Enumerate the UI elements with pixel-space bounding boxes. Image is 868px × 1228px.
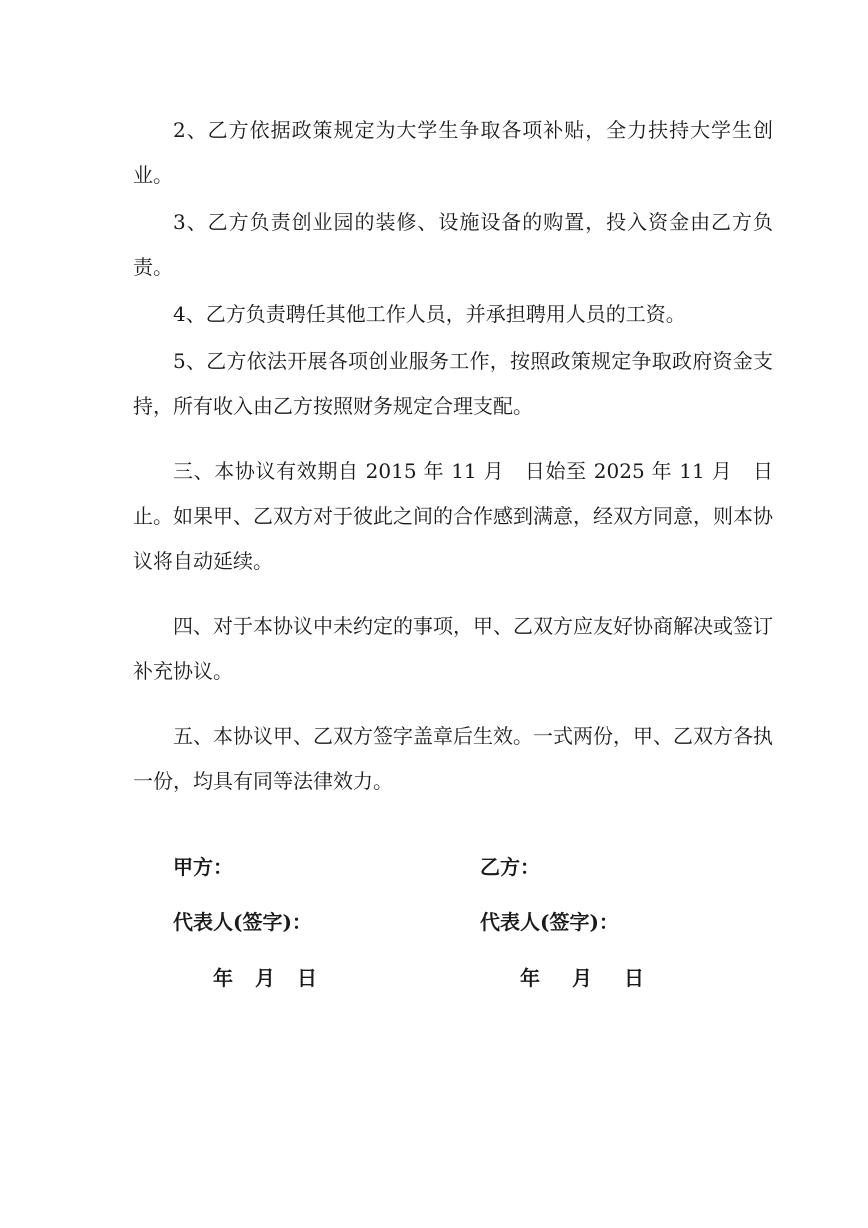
party-b-day: 日 — [624, 966, 644, 990]
party-a-day: 日 — [297, 966, 317, 990]
clause-2: 2、乙方依据政策规定为大学生争取各项补贴，全力扶持大学生创业。 — [133, 118, 773, 187]
party-a-date — [213, 964, 317, 992]
section-3-validity: 三、本协议有效期自 2015 年 11 月 日始至 2025 年 11 月 日止。如果甲、乙双方对于彼此之间的合作感到满意，经双方同意，则本协议将自动延续。 — [133, 459, 773, 573]
party-b-date — [520, 964, 644, 992]
party-b-year: 年 — [520, 966, 540, 990]
party-a-month: 月 — [255, 966, 275, 990]
clause-4: 4、乙方负责聘任其他工作人员，并承担聘用人员的工资。 — [173, 302, 686, 326]
party-b-label: 乙方： — [480, 855, 540, 879]
clause-5: 5、乙方依法开展各项创业服务工作，按照政策规定争取政府资金支持，所有收入由乙方按照财务规定合理支配。 — [133, 349, 773, 418]
party-b-representative: 代表人(签字)： — [480, 910, 619, 934]
section-5-effectiveness: 五、本协议甲、乙双方签字盖章后生效。一式两份，甲、乙双方各执一份，均具有同等法律效力。 — [133, 724, 773, 793]
party-b-month: 月 — [572, 966, 592, 990]
clause-3: 3、乙方负责创业园的装修、设施设备的购置，投入资金由乙方负责。 — [133, 210, 773, 279]
section-4-unagreed-matters: 四、对于本协议中未约定的事项，甲、乙双方应友好协商解决或签订补充协议。 — [133, 614, 773, 683]
party-a-representative: 代表人(签字)： — [173, 910, 312, 934]
agreement-body — [133, 108, 773, 804]
party-a-year: 年 — [213, 966, 233, 990]
party-a-label: 甲方： — [173, 855, 233, 879]
